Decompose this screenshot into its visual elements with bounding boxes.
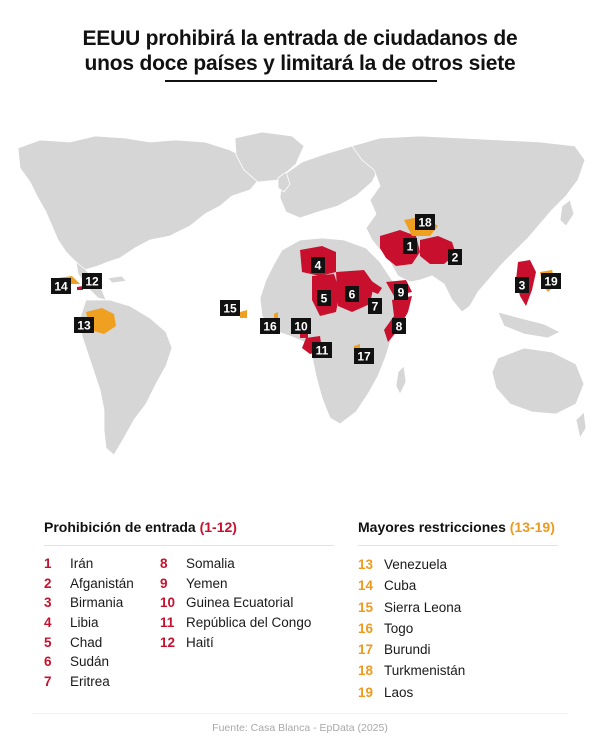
map-label-text: 1 <box>406 239 414 254</box>
country-sierra-leone <box>240 310 247 318</box>
map-label-13 <box>74 317 94 333</box>
se-asia-islands <box>498 312 560 338</box>
map-label-6 <box>345 286 359 302</box>
legend-item <box>160 554 330 574</box>
legend-item <box>358 660 558 681</box>
australia <box>492 348 584 414</box>
map-label-3 <box>515 277 529 293</box>
legend-item <box>44 554 160 574</box>
map-label-text: 15 <box>223 301 237 316</box>
map-label-text: 10 <box>294 319 308 334</box>
map-label-2 <box>448 249 462 265</box>
footer-divider <box>32 713 568 714</box>
map-label-text: 4 <box>314 258 322 273</box>
map-label-text: 12 <box>85 274 99 289</box>
legend-item-country: Libia <box>70 615 99 631</box>
map-label-10 <box>291 318 311 334</box>
legend-item-number: 18 <box>358 663 374 679</box>
map-label-text: 18 <box>418 215 432 230</box>
japan <box>560 200 574 226</box>
caribbean <box>108 276 126 283</box>
new-zealand <box>576 412 586 438</box>
legend-item-country: Eritrea <box>70 674 110 690</box>
legend-restrict-list <box>358 554 558 703</box>
legend-item-number: 12 <box>160 634 176 650</box>
map-label-9 <box>394 284 408 300</box>
map-label-12 <box>82 273 102 289</box>
legend-item-country: Burundi <box>384 642 431 658</box>
legend-ban-column-2 <box>160 554 330 692</box>
legend-item-number: 19 <box>358 684 374 700</box>
legend-item-number: 2 <box>44 575 52 591</box>
legend-item <box>44 672 160 692</box>
map-label-text: 6 <box>348 287 356 302</box>
legend-item-country: Sierra Leona <box>384 599 462 615</box>
map-label-text: 5 <box>320 291 328 306</box>
legend-ban-title: Prohibición de entrada <box>44 519 196 535</box>
legend-restrict <box>358 518 558 703</box>
legend-ban-range: (1-12) <box>199 519 237 535</box>
legend-item-number: 10 <box>160 595 176 611</box>
legend-item <box>44 652 160 672</box>
legend-item <box>358 575 558 596</box>
legend-item-number: 1 <box>44 556 52 571</box>
legend-restrict-title: Mayores restricciones <box>358 519 506 535</box>
title-line-1: EEUU prohibirá la entrada de ciudadanos de <box>82 27 518 50</box>
legend-ban-column-1 <box>44 554 160 692</box>
legend-item-number: 16 <box>358 620 374 636</box>
map-label-11 <box>312 342 332 358</box>
map-label-15 <box>220 300 240 316</box>
legend-ban-heading <box>44 518 334 546</box>
legend-item-number: 4 <box>44 615 52 631</box>
legend-item-number: 13 <box>358 557 374 572</box>
map-label-text: 11 <box>315 343 329 358</box>
legend-ban <box>44 518 334 692</box>
legend-item-country: Birmania <box>70 595 124 611</box>
map-label-8 <box>392 318 406 334</box>
map-label-5 <box>317 290 331 306</box>
legend-item <box>160 593 330 613</box>
map-label-text: 2 <box>451 250 459 265</box>
map-label-18 <box>415 214 435 230</box>
legend-item <box>358 597 558 618</box>
legend-item-country: Venezuela <box>384 557 448 572</box>
legend-item <box>44 613 160 633</box>
map-label-text: 3 <box>518 278 526 293</box>
map-label-17 <box>354 348 374 364</box>
legend-item-number: 15 <box>358 599 374 615</box>
legend-item <box>358 554 558 575</box>
legend-item <box>44 574 160 594</box>
legend-item-country: Chad <box>70 634 103 650</box>
legend-item-number: 3 <box>44 595 52 611</box>
legend-item <box>44 593 160 613</box>
legend-item-country: Somalia <box>186 556 235 571</box>
legend-item <box>358 682 558 703</box>
legend-item-country: Laos <box>384 684 414 700</box>
map-label-text: 19 <box>544 274 558 289</box>
legend-item-number: 14 <box>358 578 374 594</box>
map-label-text: 17 <box>357 349 371 364</box>
legend-item-country: Sudán <box>70 654 110 670</box>
map-label-16 <box>260 318 280 334</box>
legend-item-number: 5 <box>44 634 52 650</box>
map-label-text: 9 <box>397 285 405 300</box>
legend-item-country: República del Congo <box>186 615 312 631</box>
map-label-text: 13 <box>77 318 91 333</box>
map-label-text: 16 <box>263 319 277 334</box>
legend-item-country: Irán <box>70 556 94 571</box>
title-line-2: unos doce países y limitará la de otros siete <box>84 52 516 75</box>
madagascar <box>396 366 406 394</box>
map-label-4 <box>311 257 325 273</box>
map-label-14 <box>51 278 71 294</box>
map-label-1 <box>403 238 417 254</box>
legend-item-number: 11 <box>160 615 175 631</box>
legend-item-country: Guinea Ecuatorial <box>186 595 294 611</box>
legend-item <box>358 618 558 639</box>
legend-item <box>44 633 160 653</box>
legend-item <box>160 633 330 653</box>
legend-item-country: Cuba <box>384 578 417 594</box>
north-america <box>18 136 262 270</box>
legend-restrict-range: (13-19) <box>509 519 555 535</box>
legend-item <box>160 574 330 594</box>
map-label-7 <box>368 298 382 314</box>
source-credit: Fuente: Casa Blanca - EpData (2025) <box>212 722 388 734</box>
legend-item <box>160 613 330 633</box>
legend-item-number: 8 <box>160 556 168 571</box>
legend-item-country: Afganistán <box>70 575 134 591</box>
map-label-19 <box>541 273 561 289</box>
map-label-text: 7 <box>371 299 379 314</box>
legend-item-number: 17 <box>358 642 374 658</box>
legend-item-country: Yemen <box>186 575 228 591</box>
legend-item-country: Togo <box>384 620 414 636</box>
legend-item-number: 6 <box>44 654 52 670</box>
legend-item-country: Haití <box>186 634 214 650</box>
map-label-text: 8 <box>395 319 403 334</box>
land-masses <box>18 132 586 455</box>
legend-item-number: 7 <box>44 674 52 690</box>
map-label-text: 14 <box>54 279 68 294</box>
legend-item-country: Turkmenistán <box>384 663 466 679</box>
legend-item-number: 9 <box>160 575 168 591</box>
legend-item <box>358 639 558 660</box>
legend-restrict-heading <box>358 518 558 546</box>
